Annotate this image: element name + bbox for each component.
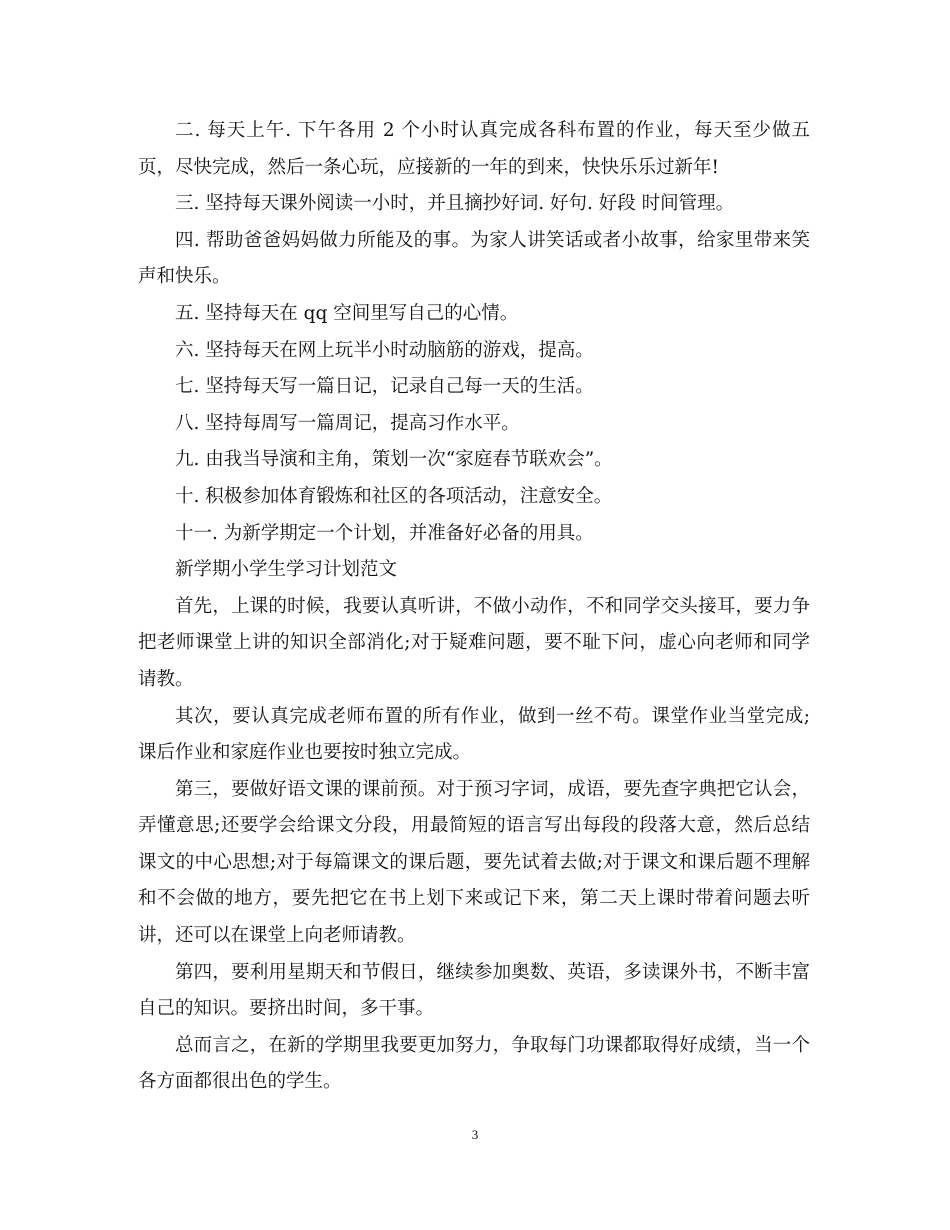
paragraph: 六. 坚持每天在网上玩半小时动脑筋的游戏，提高。 (175, 339, 594, 361)
paragraph: 八. 坚持每周写一篇周记，提高习作水平。 (175, 412, 520, 434)
paragraph: 十一. 为新学期定一个计划，并准备好必备的用具。 (175, 522, 594, 544)
paragraph: 其次，要认真完成老师布置的所有作业，做到一丝不苟。课堂作业当堂完成;课后作业和家庭作业也要按时独立完成。 (138, 705, 810, 764)
document-body (138, 113, 810, 1101)
paragraph: 四. 帮助爸爸妈妈做力所能及的事。为家人讲笑话或者小故事，给家里带来笑声和快乐。 (138, 229, 810, 288)
page-number: 3 (471, 1127, 479, 1142)
paragraph: 十. 积极参加体育锻炼和社区的各项活动，注意安全。 (175, 485, 613, 507)
paragraph: 五. 坚持每天在 qq 空间里写自己的心情。 (175, 302, 519, 324)
paragraph: 第四，要利用星期天和节假日，继续参加奥数、英语，多读课外书，不断丰富自己的知识。要挤出时间，多干事。 (138, 961, 810, 1020)
section-heading: 新学期小学生学习计划范文 (175, 559, 398, 581)
paragraph: 七. 坚持每天写一篇日记，记录自己每一天的生活。 (175, 376, 594, 398)
paragraph: 第三，要做好语文课的课前预。对于预习字词，成语，要先查字典把它认会，弄懂意思;还要学会给课文分段，用最简短的语言写出每段的段落大意，然后总结课文的中心思想;对于每篇课文的课后题，要先试着去做;对于课文和课后题不理解和不会做的地方，要先把它在书上划下来或记下来，第二天上课时带着问题去听讲，还可以在课堂上向老师请教。 (138, 778, 810, 947)
paragraph: 首先，上课的时候，我要认真听讲，不做小动作，不和同学交头接耳，要力争把老师课堂上讲的知识全部消化;对于疑难问题，要不耻下问，虚心向老师和同学请教。 (138, 595, 810, 690)
paragraph: 三. 坚持每天课外阅读一小时，并且摘抄好词. 好句. 好段 时间管理。 (175, 193, 735, 215)
paragraph: 总而言之，在新的学期里我要更加努力，争取每门功课都取得好成绩，当一个各方面都很出色的学生。 (138, 1034, 810, 1093)
paragraph: 二. 每天上午. 下午各用 2 个小时认真完成各科布置的作业，每天至少做五页，尽快完成，然后一条心玩，应接新的一年的到来，快快乐乐过新年! (138, 120, 810, 178)
paragraph: 九. 由我当导演和主角，策划一次“家庭春节联欢会”。 (175, 449, 613, 471)
